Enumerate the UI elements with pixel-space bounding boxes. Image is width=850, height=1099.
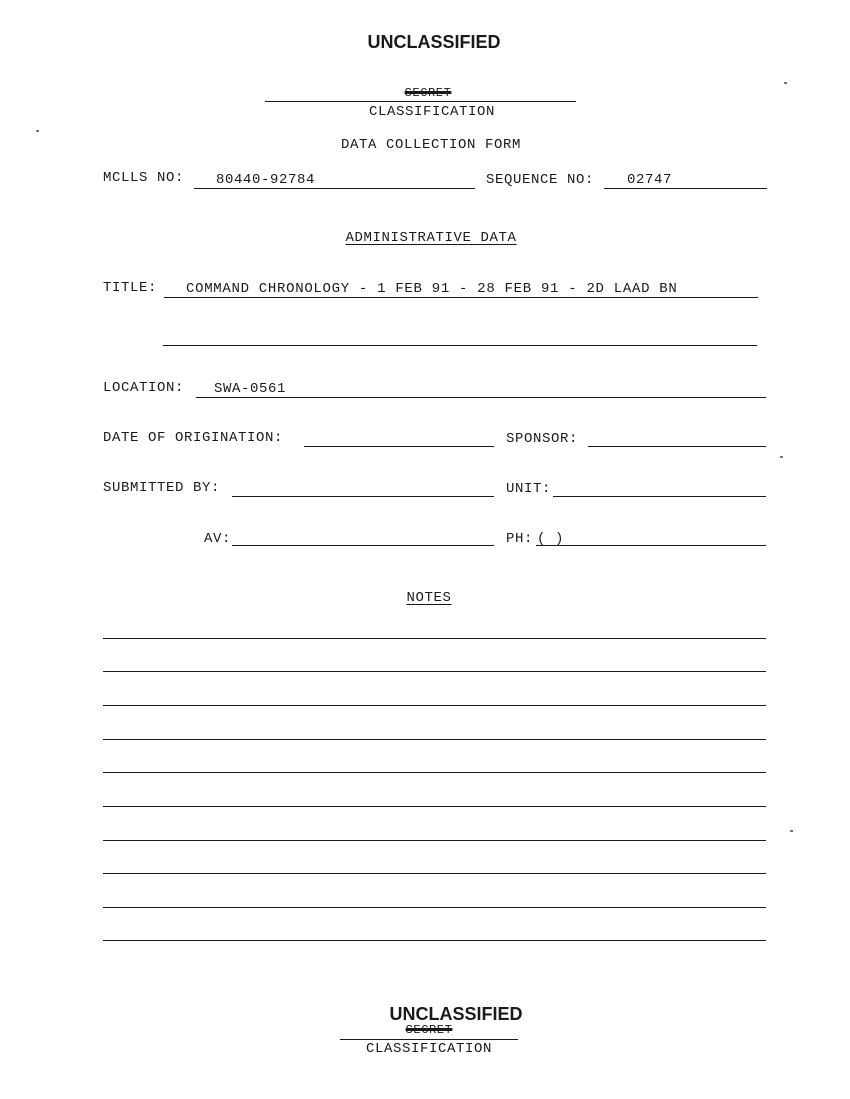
date-of-origination-field-line[interactable] (304, 446, 494, 447)
title-continuation-line (163, 345, 757, 346)
notes-line[interactable] (103, 873, 766, 874)
bottom-classification-label: CLASSIFICATION (365, 1041, 493, 1057)
location-value[interactable]: SWA-0561 (214, 381, 287, 397)
location-label: LOCATION: (103, 380, 185, 396)
notes-line[interactable] (103, 940, 766, 941)
title-label: TITLE: (103, 280, 158, 296)
submitted-by-field-line[interactable] (232, 496, 494, 497)
unit-label: UNIT: (506, 481, 552, 497)
location-field-line (196, 397, 766, 398)
submitted-by-label: SUBMITTED BY: (103, 480, 221, 496)
mclls-value[interactable]: 80440-92784 (216, 172, 316, 188)
notes-line[interactable] (103, 705, 766, 706)
administrative-data-heading: ADMINISTRATIVE DATA (345, 230, 517, 246)
top-classification-rule (265, 101, 576, 102)
sequence-value[interactable]: 02747 (627, 172, 673, 188)
top-classification-label: CLASSIFICATION (368, 104, 496, 120)
ph-value[interactable]: ( ) (537, 531, 565, 547)
title-field-line (164, 297, 758, 298)
title-value[interactable]: COMMAND CHRONOLOGY - 1 FEB 91 - 28 FEB 91 - 2D LAAD BN (186, 281, 678, 297)
av-label: AV: (204, 531, 232, 547)
top-struck-marking: SECRET (404, 86, 452, 100)
scan-speck (36, 130, 39, 132)
mclls-field-line (194, 188, 475, 189)
av-field-line[interactable] (232, 545, 494, 546)
date-of-origination-label: DATE OF ORIGINATION: (103, 430, 284, 446)
scan-speck (784, 82, 787, 84)
notes-line[interactable] (103, 739, 766, 740)
notes-line[interactable] (103, 806, 766, 807)
scan-speck (780, 456, 783, 458)
notes-line[interactable] (103, 772, 766, 773)
notes-line[interactable] (103, 840, 766, 841)
form-title: DATA COLLECTION FORM (340, 137, 522, 153)
sequence-field-line (604, 188, 767, 189)
unit-field-line[interactable] (553, 496, 766, 497)
sponsor-field-line[interactable] (588, 446, 766, 447)
mclls-label: MCLLS NO: (103, 170, 185, 186)
sponsor-label: SPONSOR: (506, 431, 579, 447)
sequence-label: SEQUENCE NO: (486, 172, 595, 188)
ph-field-line[interactable] (536, 545, 766, 546)
ph-label: PH: (506, 531, 534, 547)
notes-line[interactable] (103, 907, 766, 908)
notes-heading: NOTES (406, 590, 452, 606)
bottom-classification-marking: UNCLASSIFIED (389, 1004, 523, 1024)
bottom-struck-marking: SECRET (405, 1023, 453, 1037)
top-classification-marking: UNCLASSIFIED (367, 32, 501, 52)
notes-line[interactable] (103, 638, 766, 639)
bottom-classification-rule (340, 1039, 518, 1040)
notes-line[interactable] (103, 671, 766, 672)
scan-speck (790, 830, 793, 832)
